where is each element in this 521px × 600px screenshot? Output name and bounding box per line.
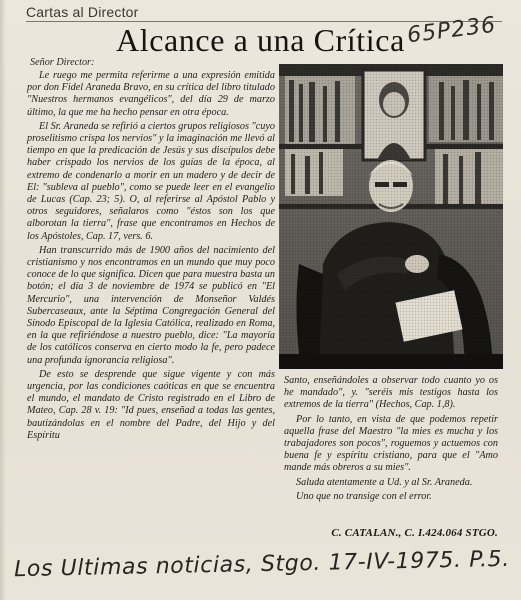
salutation: Señor Director:: [30, 57, 95, 68]
letter-column-left: [27, 70, 275, 444]
closing-line: Saluda atentamente a Ud. y al Sr. Araneda.: [296, 476, 473, 488]
author-photograph: [279, 64, 503, 369]
letter-column-right: [284, 375, 498, 505]
motto-line: Uno que no transige con el error.: [296, 490, 432, 502]
letter-paragraph: Han transcurrido más de 1900 años del nacimiento del cristianismo y nos encontramos en un mundo que muy poco conoce de lo que significa. Dicen que para muestra basta un botón; el día 3 de noviembre de 1974 se publicó en "El Mercurio", una intervención de Monseñor Valdés Subercaseaux, ante la Séptima Congregación General del Sínodo Episcopal de la Iglesia Católica, realizado en Roma, en la que refiriéndose a nuestro pueblo, dice: "La mayoría de los católicos conserva en cierto modo la fe, pero padece una profunda ignorancia religiosa".: [27, 244, 275, 366]
headline: Alcance a una Crítica: [116, 22, 405, 58]
photo-illustration: [279, 64, 503, 369]
letter-paragraph: De esto se desprende que sigue vigente y con más urgencia, por las condiciones caóticas en que se encuentra el mundo, el mandato de Cristo registrado en el Libro de Mateo, Cap. 28 v. 19: "Id pues, enseñad a todas las gentes, bautizándolas en el nombre del Padre, del Hijo y del Espíritu: [27, 368, 275, 441]
paper-edge-shadow: [0, 0, 6, 600]
letter-paragraph: El Sr. Araneda se refirió a ciertos grupos religiosos "cuyo proselitismo crispa los nervios" y la imaginación me llevó al tiempo en que la predicación de Jesús y sus discípulos debe haber crispado los nervios de los guías de la época, al extremo de condenarlo a morir en un madero y de decir de El: "subleva al pueblo", como se puede leer en el evangelio de Lucas (Cap. 23; 5). O, al referirse al Apóstol Pablo y otros seguidores, señalaros como "éstos son los que alborotan la tierra", frase que encontramos en Hechos de los Apóstoles, Cap. 17, vers. 6.: [27, 120, 275, 242]
letter-paragraph: Le ruego me permita referirme a una expresión emitida por don Fidel Araneda Bravo, en su crítica del libro titulado "Nuestros hermanos evangélicos", del día 29 de marzo último, la que me ha hecho pensar en otra época.: [27, 70, 275, 118]
author-signature: C. CATALAN., C. I.424.064 STGO.: [331, 527, 498, 539]
handwritten-source-note: Los Ultimas noticias, Stgo. 17-IV-1975. P.5.: [13, 546, 511, 583]
section-label: Cartas al Director: [26, 4, 139, 20]
letter-paragraph: Por lo tanto, en vista de que podemos repetir aquella frase del Maestro "la mies es mucha y los trabajadores son pocos", roguemos y actuemos con buena fe y espíritu cristiano, para que el "Amo mande más obreros a su mies".: [284, 413, 498, 474]
letter-paragraph: Santo, enseñándoles a observar todo cuanto yo os he mandado", y. "seréis mis testigos hasta los extremos de la tierra" (Hechos, Cap. 1,8).: [284, 375, 498, 411]
handwritten-reference-number: 65P236: [405, 12, 498, 49]
